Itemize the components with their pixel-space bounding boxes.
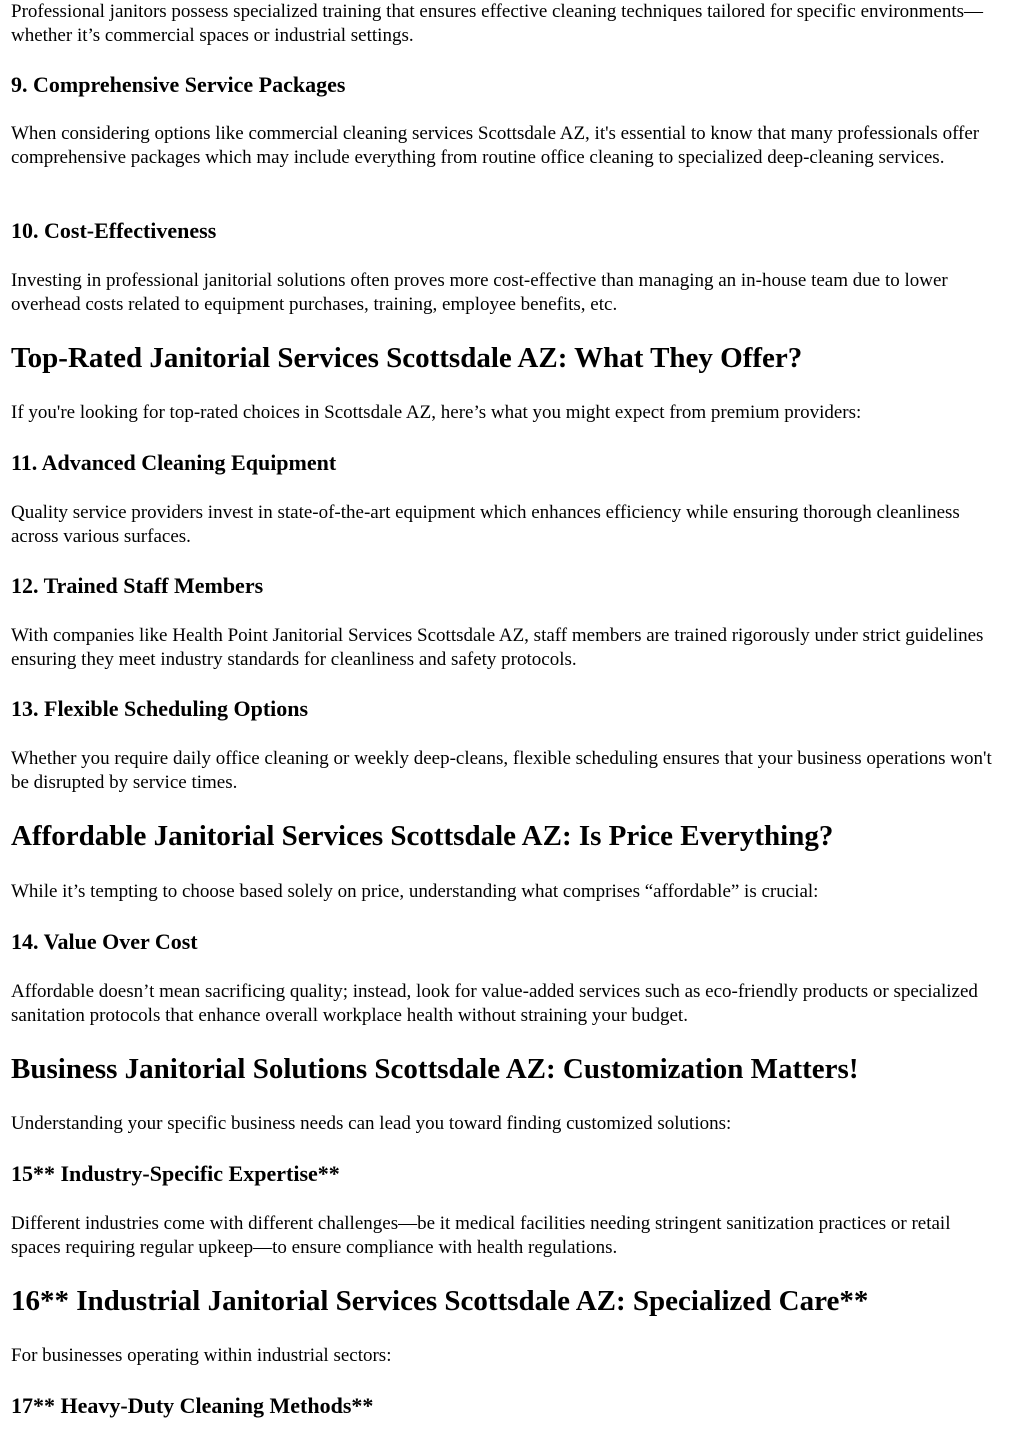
heading-business-solutions: Business Janitorial Solutions Scottsdale AZ: Customization Matters! [11,1053,859,1085]
heading-advanced-equipment: 11. Advanced Cleaning Equipment [11,450,337,475]
heading-top-rated-services: Top-Rated Janitorial Services Scottsdale AZ: What They Offer? [11,342,803,374]
heading-affordable-services: Affordable Janitorial Services Scottsdale AZ: Is Price Everything? [11,820,834,852]
paragraph-value-over-cost: Affordable doesn’t mean sacrificing quality; instead, look for value-added services such as eco-friendly products or specialized sanitation protocols that enhance overall workplace health without straining your budget. [11,981,978,1026]
paragraph-industrial-intro: For businesses operating within industrial sectors: [11,1345,392,1366]
heading-industrial-services: 16** Industrial Janitorial Services Scottsdale AZ: Specialized Care** [11,1285,869,1317]
heading-industry-expertise: 15** Industry-Specific Expertise** [11,1161,340,1186]
paragraph-affordable-intro: While it’s tempting to choose based solely on price, understanding what comprises “affordable” is crucial: [11,881,819,902]
paragraph-top-rated-intro: If you're looking for top-rated choices in Scottsdale AZ, here’s what you might expect from premium providers: [11,402,862,423]
heading-flexible-scheduling: 13. Flexible Scheduling Options [11,696,309,721]
paragraph-industry-expertise: Different industries come with different challenges—be it medical facilities needing stringent sanitization practices or retail spaces requiring regular upkeep—to ensure compliance with health regulations. [11,1213,951,1258]
paragraph-trained-staff: With companies like Health Point Janitorial Services Scottsdale AZ, staff members are trained rigorously under strict guidelines ensuring they meet industry standards for cleanliness and safety protocols. [11,625,984,670]
heading-comprehensive-service-packages: 9. Comprehensive Service Packages [11,72,346,97]
heading-trained-staff: 12. Trained Staff Members [11,573,264,598]
heading-value-over-cost: 14. Value Over Cost [11,929,198,954]
paragraph-business-intro: Understanding your specific business needs can lead you toward finding customized solutions: [11,1113,732,1134]
heading-heavy-duty-methods: 17** Heavy-Duty Cleaning Methods** [11,1393,374,1418]
paragraph-service-packages: When considering options like commercial cleaning services Scottsdale AZ, it's essential to know that many professionals offer comprehensive packages which may include everything from routine office cleaning to specialized deep-cleaning services. [11,123,980,168]
paragraph-flexible-scheduling: Whether you require daily office cleaning or weekly deep-cleans, flexible scheduling ensures that your business operations won't be disrupted by service times. [11,748,992,793]
heading-cost-effectiveness: 10. Cost-Effectiveness [11,218,217,243]
paragraph-cost-effectiveness: Investing in professional janitorial solutions often proves more cost-effective than managing an in-house team due to lower overhead costs related to equipment purchases, training, employee benefits, etc. [11,270,948,315]
paragraph-advanced-equipment: Quality service providers invest in state-of-the-art equipment which enhances efficiency while ensuring thorough cleanliness across various surfaces. [11,502,960,547]
paragraph-janitor-training: Professional janitors possess specialized training that ensures effective cleaning techniques tailored for specific environments—whether it’s commercial spaces or industrial settings. [11,1,984,46]
